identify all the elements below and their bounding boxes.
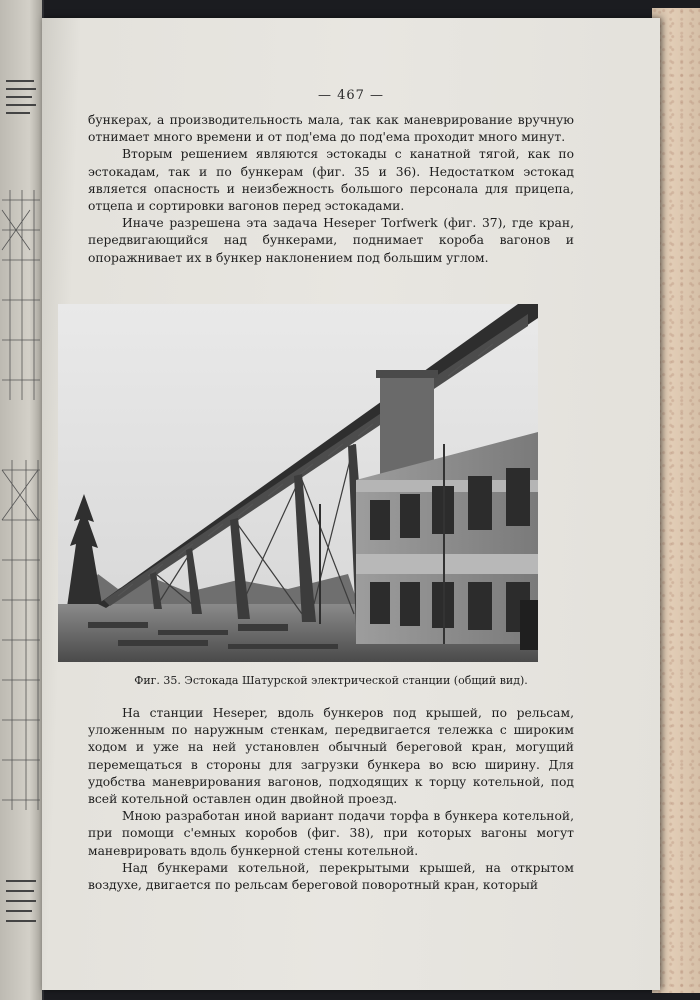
paragraph: Вторым решением являются эстокады с канатной тягой, как по эстокадам, так и по бункерам (фиг. 35 и 36). Недостатком эстокад является опасность и неизбежность большого персонала для прицепа, отцепа и сортировки вагонов перед эстокадами. — [88, 147, 574, 214]
paragraph: На станции Heseper, вдоль бункеров под крышей, по рельсам, уложенным по наружным стенкам, передвигается тележка с широким ходом и уже на ней установлен обычный береговой кран, могущий перемещаться в стороны для загрузки бункера во всю ширину. Для удобства маневрирования вагонов, подходящих к торцу котельной, под всей котельной оставлен один двойной проезд. — [88, 706, 574, 807]
paragraph: бункерах, а производительность мала, так как маневрирование вручную отнимает много времени и от под'ема до под'ема проходит много минут. — [88, 113, 574, 145]
paragraph: Мною разработан иной вариант подачи торфа в бункера котельной, при помощи с'емных коробов (фиг. 38), при которых вагоны могут маневрировать вдоль бункерной стены котельной. — [88, 809, 574, 858]
figure-caption: Фиг. 35. Эстокада Шатурской электрической станции (общий вид). — [134, 674, 528, 687]
paragraph: Иначе разрешена эта задача Heseper Torfwerk (фиг. 37), где кран, передвигающийся над бункерами, поднимает короба вагонов и опоражнивает их в бункер наклонением под большим углом. — [88, 216, 574, 265]
figure-photograph — [58, 304, 538, 662]
facing-page-drawing — [0, 0, 42, 1000]
paragraph: Над бункерами котельной, перекрытыми крышей, на открытом воздухе, двигается по рельсам береговой поворотный кран, который — [88, 860, 574, 893]
top-text — [88, 112, 574, 267]
facing-page-edge — [0, 0, 42, 1000]
bottom-text — [88, 705, 574, 894]
page-number: — 467 — — [317, 88, 385, 103]
book-page — [42, 18, 660, 990]
estakada-photo — [58, 304, 538, 662]
